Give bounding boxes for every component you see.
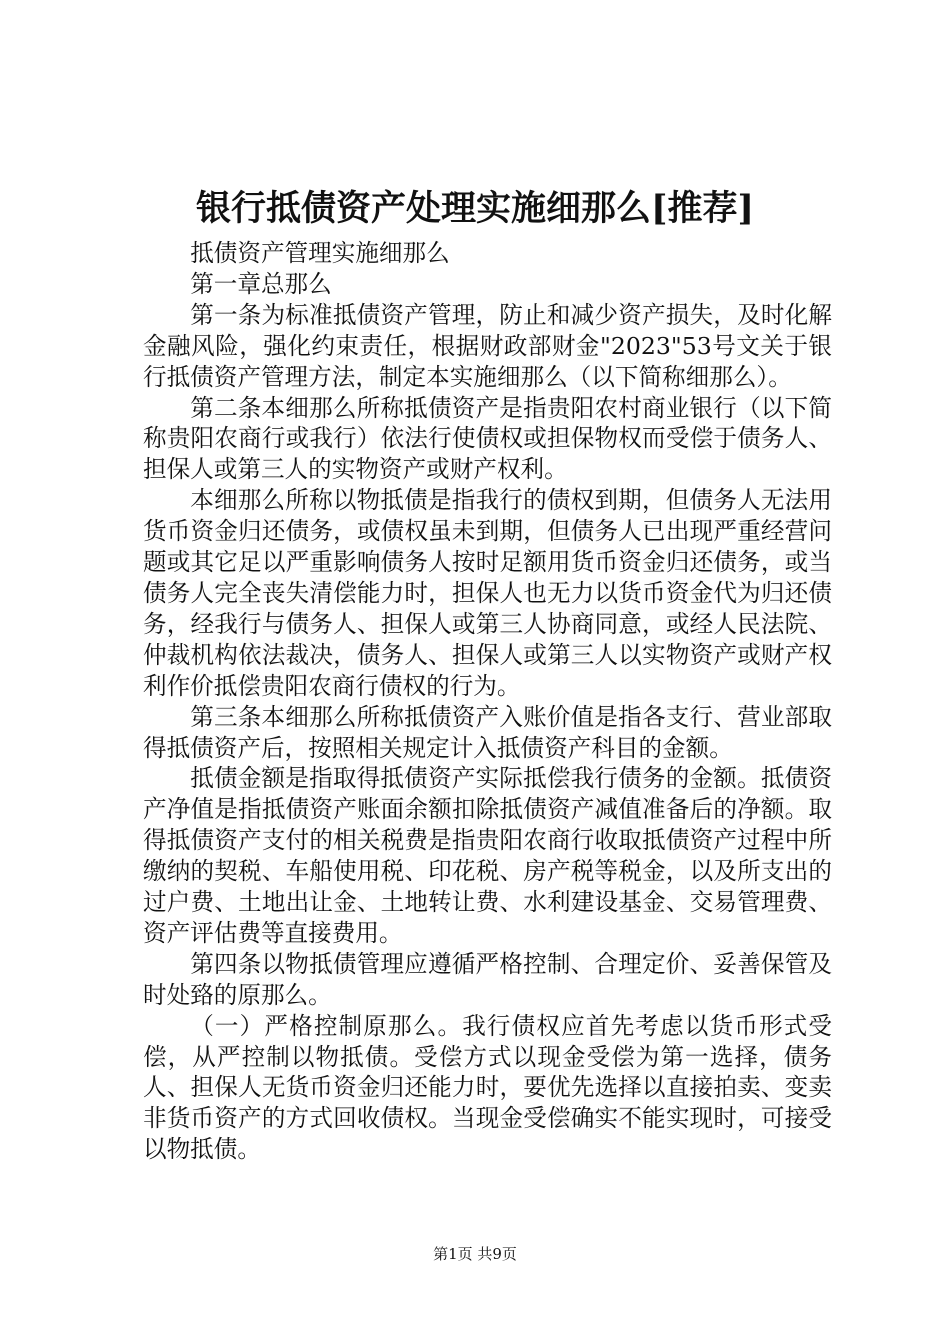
document-body: [143, 238, 832, 1165]
page-footer: 第1页 共9页: [433, 1245, 517, 1263]
paragraph-article-3-detail: 抵债金额是指取得抵债资产实际抵偿我行债务的金额。抵债资产净值是指抵债资产账面余额扣除抵债资产减值准备后的净额。取得抵债资产支付的相关税费是指贵阳农商行收取抵债资产过程中所缴纳的契税、车船使用税、印花税、房产税等税金，以及所支出的过户费、土地出让金、土地转让费、水利建设基金、交易管理费、资产评估费等直接费用。: [143, 764, 832, 947]
paragraph-chapter-heading: 第一章总那么: [190, 269, 332, 298]
paragraph-article-3: 第三条本细那么所称抵债资产入账价值是指各支行、营业部取得抵债资产后，按照相关规定计入抵债资产科目的金额。: [143, 702, 832, 762]
paragraph-subtitle: 抵债资产管理实施细那么: [190, 239, 450, 267]
page-title: 银行抵债资产处理实施细那么[推荐]: [195, 188, 755, 229]
paragraph-article-4: 第四条以物抵债管理应遵循严格控制、合理定价、妥善保管及时处臵的原那么。: [143, 949, 832, 1009]
paragraph-article-2: 第二条本细那么所称抵债资产是指贵阳农村商业银行（以下简称贵阳农商行或我行）依法行使债权或担保物权而受偿于债务人、担保人或第三人的实物资产或财产权利。: [143, 393, 832, 484]
paragraph-article-2-detail: 本细那么所称以物抵债是指我行的债权到期，但债务人无法用货币资金归还债务，或债权虽未到期，但债务人已出现严重经营问题或其它足以严重影响债务人按时足额用货币资金归还债务，或当债务人完全丧失清偿能力时，担保人也无力以货币资金代为归还债务，经我行与债务人、担保人或第三人协商同意，或经人民法院、仲裁机构依法裁决，债务人、担保人或第三人以实物资产或财产权利作价抵偿贵阳农商行债权的行为。: [143, 486, 832, 700]
paragraph-article-4-item-1: （一）严格控制原那么。我行债权应首先考虑以货币形式受偿，从严控制以物抵债。受偿方式以现金受偿为第一选择，债务人、担保人无货币资金归还能力时，要优先选择以直接拍卖、变卖非货币资产的方式回收债权。当现金受偿确实不能实现时，可接受以物抵债。: [143, 1011, 832, 1164]
paragraph-article-1: 第一条为标准抵债资产管理，防止和减少资产损失，及时化解金融风险，强化约束责任，根据财政部财金"2023"53号文关于银行抵债资产管理方法，制定本实施细那么（以下简称细那么）。: [143, 300, 832, 391]
